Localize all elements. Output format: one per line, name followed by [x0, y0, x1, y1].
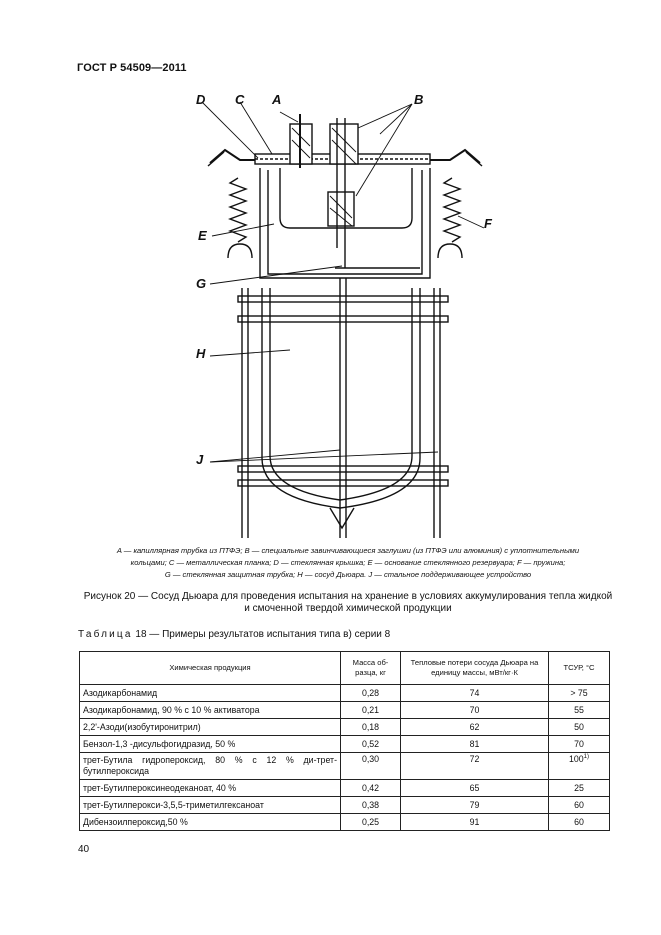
- label-C: C: [235, 92, 245, 107]
- cell-heat-loss: 62: [401, 719, 549, 736]
- table-row: [80, 736, 610, 753]
- cell-heat-loss: 91: [401, 814, 549, 831]
- figure-legend: [78, 545, 618, 581]
- cell-product: 2,2'-Азоди(изобутиронитрил): [80, 719, 341, 736]
- table-row: [80, 719, 610, 736]
- cell-product: трет-Бутилперокси-3,5,5-триметилгексаноат: [80, 797, 341, 814]
- page-number: 40: [78, 844, 90, 855]
- cell-product: трет-Бутила гидропероксид, 80 % с 12 % ди-трет-бутилпероксида: [80, 753, 341, 780]
- cell-heat-loss: 72: [401, 753, 549, 780]
- header-mass: Масса об-разца, кг: [341, 652, 401, 685]
- legend-line: A — капиллярная трубка из ПТФЭ; B — специальные завинчивающиеся заглушки (из ПТФЭ или алюминия) с уплотнительными: [116, 546, 580, 555]
- header-sadt: ТСУР, °С: [549, 652, 610, 685]
- caption-line: Рисунок 20 — Сосуд Дьюара для проведения испытания на хранение в условиях аккумулирования тепла жидкой: [83, 591, 613, 602]
- table-row: [80, 780, 610, 797]
- cell-mass: 0,52: [341, 736, 401, 753]
- cell-heat-loss: 70: [401, 702, 549, 719]
- cell-sadt: > 75: [549, 685, 610, 702]
- table-row: [80, 685, 610, 702]
- cell-sadt: [549, 753, 610, 780]
- cell-sadt: 50: [549, 719, 610, 736]
- header-product: Химическая продукция: [80, 652, 341, 685]
- label-E: E: [198, 228, 207, 243]
- label-F: F: [484, 216, 492, 231]
- cell-sadt: 60: [549, 814, 610, 831]
- cell-mass: 0,28: [341, 685, 401, 702]
- table-row: [80, 814, 610, 831]
- cell-mass: 0,25: [341, 814, 401, 831]
- cell-product: Дибензоилпероксид,50 %: [80, 814, 341, 831]
- cell-sadt: 55: [549, 702, 610, 719]
- cell-heat-loss: 81: [401, 736, 549, 753]
- cell-product: Бензол-1,3 -дисульфогидразид, 50 %: [80, 736, 341, 753]
- label-J: J: [196, 452, 204, 467]
- caption-line: и смоченной твердой химической продукции: [244, 603, 452, 614]
- label-H: H: [196, 346, 206, 361]
- cell-heat-loss: 74: [401, 685, 549, 702]
- cell-sadt: 70: [549, 736, 610, 753]
- header-heat-loss: Тепловые потери сосуда Дьюара на единицу массы, мВт/кг·К: [401, 652, 549, 685]
- cell-product: Азодикарбонамид: [80, 685, 341, 702]
- sadt-value: 100: [568, 754, 584, 764]
- table-label: Таблица: [78, 629, 133, 640]
- label-A: A: [272, 92, 282, 107]
- cell-product: Азодикарбонамид, 90 % с 10 % активатора: [80, 702, 341, 719]
- cell-product: трет-Бутилпероксинеодеканоат, 40 %: [80, 780, 341, 797]
- table-row: [80, 702, 610, 719]
- legend-line: G — стеклянная защитная трубка; H — сосуд Дьюара. J — стальное поддерживающее устройство: [164, 570, 532, 579]
- cell-mass: 0,42: [341, 780, 401, 797]
- cell-heat-loss: 79: [401, 797, 549, 814]
- legend-line: кольцами; C — металлическая планка; D — стеклянная крышка; E — основание стеклянного резервуара; F — пружина;: [130, 558, 566, 567]
- cell-mass: 0,21: [341, 702, 401, 719]
- cell-sadt: 60: [549, 797, 610, 814]
- label-G: G: [196, 276, 207, 291]
- document-header: ГОСТ Р 54509—2011: [77, 62, 187, 74]
- label-D: D: [196, 92, 206, 107]
- label-B: B: [414, 92, 424, 107]
- dewar-vessel-figure: [180, 88, 500, 538]
- cell-sadt: 25: [549, 780, 610, 797]
- figure-caption: [78, 591, 618, 615]
- cell-mass: 0,18: [341, 719, 401, 736]
- table-row: [80, 753, 610, 780]
- results-table: [79, 651, 610, 831]
- table-row: [80, 797, 610, 814]
- cell-heat-loss: 65: [401, 780, 549, 797]
- cell-mass: 0,30: [341, 753, 401, 780]
- table-title-text: 18 — Примеры результатов испытания типа в) серии 8: [135, 629, 391, 640]
- footnote-marker: 1): [583, 754, 590, 761]
- table-header-row: [80, 652, 610, 685]
- cell-mass: 0,38: [341, 797, 401, 814]
- table-title: [78, 629, 390, 640]
